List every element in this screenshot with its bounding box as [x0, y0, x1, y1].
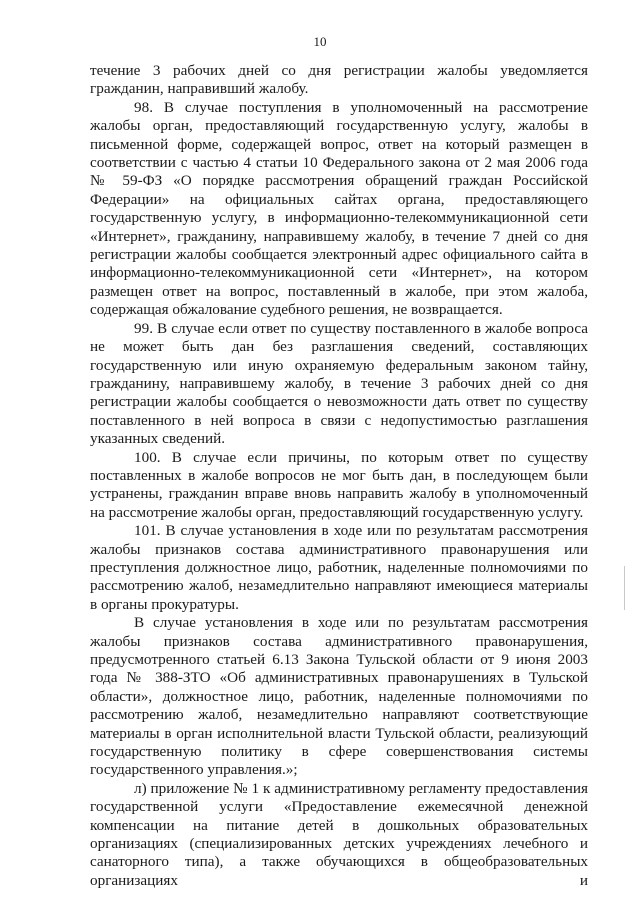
paragraph-subitem-l: л) приложение № 1 к административному регламенту предоставления государственной услуги «Предоставление ежемесячной денежной компенсации на питание детей в дошкольных образовательных организациях (специализированных детских учреждениях лечебного и санаторного типа), а также обучающихся в общеобразовательных организациях и: [90, 779, 588, 889]
scan-margin-mark: [624, 566, 625, 610]
paragraph-item-101: 101. В случае установления в ходе или по результатам рассмотрения жалобы признаков состава административного правонарушения или преступления должностное лицо, работник, наделенные полномочиями по рассмотрению жалоб, незамедлительно направляют имеющиеся материалы в органы прокуратуры.: [90, 522, 588, 613]
paragraph-item-101-second: В случае установления в ходе или по результатам рассмотрения жалобы признаков состава административного правонарушения, предусмотренного статьей 6.13 Закона Тульской области от 9 июня 2003 года № 388-ЗТО «Об административных правонарушениях в Тульской области», должностное лицо, работник, наделенные полномочиями по рассмотрению жалоб, незамедлительно направляют соответствующие материалы в орган исполнительной власти Тульской области, реализующий государственную политику в сфере совершенствования системы государственного управления.»;: [90, 614, 588, 779]
paragraph-item-98: 98. В случае поступления в уполномоченный на рассмотрение жалобы орган, предоставляющий государственную услугу, жалобы в письменной форме, содержащей вопрос, ответ на который размещен в соответствии с частью 4 статьи 10 Федерального закона от 2 мая 2006 года № 59-ФЗ «О порядке рассмотрения обращений граждан Российской Федерации» на официальных сайтах органа, предоставляющего государственную услугу, в информационно-телекоммуникационной сети «Интернет», гражданину, направившему жалобу, в течение 7 дней со дня регистрации жалобы сообщается электронный адрес официального сайта в информационно-телекоммуникационной сети «Интернет», на котором размещен ответ на вопрос, поставленный в жалобе, при этом жалоба, содержащая обжалование судебного решения, не возвращается.: [90, 98, 588, 319]
paragraph-continuation: течение 3 рабочих дней со дня регистрации жалобы уведомляется гражданин, направивший жалобу.: [90, 62, 588, 98]
document-body: [90, 62, 588, 890]
page-number: 10: [313, 34, 327, 49]
paragraph-item-99: 99. В случае если ответ по существу поставленного в жалобе вопроса не может быть дан без разглашения сведений, составляющих государственную или иную охраняемую федеральным законом тайну, гражданину, направившему жалобу, в течение 3 рабочих дней со дня регистрации жалобы сообщается о невозможности дать ответ по существу поставленного в ней вопроса в связи с недопустимостью разглашения указанных сведений.: [90, 319, 588, 448]
paragraph-item-100: 100. В случае если причины, по которым ответ по существу поставленных в жалобе вопросов не мог быть дан, в последующем были устранены, гражданин вправе вновь направить жалобу в уполномоченный на рассмотрение жалобы орган, предоставляющий государственную услугу.: [90, 448, 588, 521]
